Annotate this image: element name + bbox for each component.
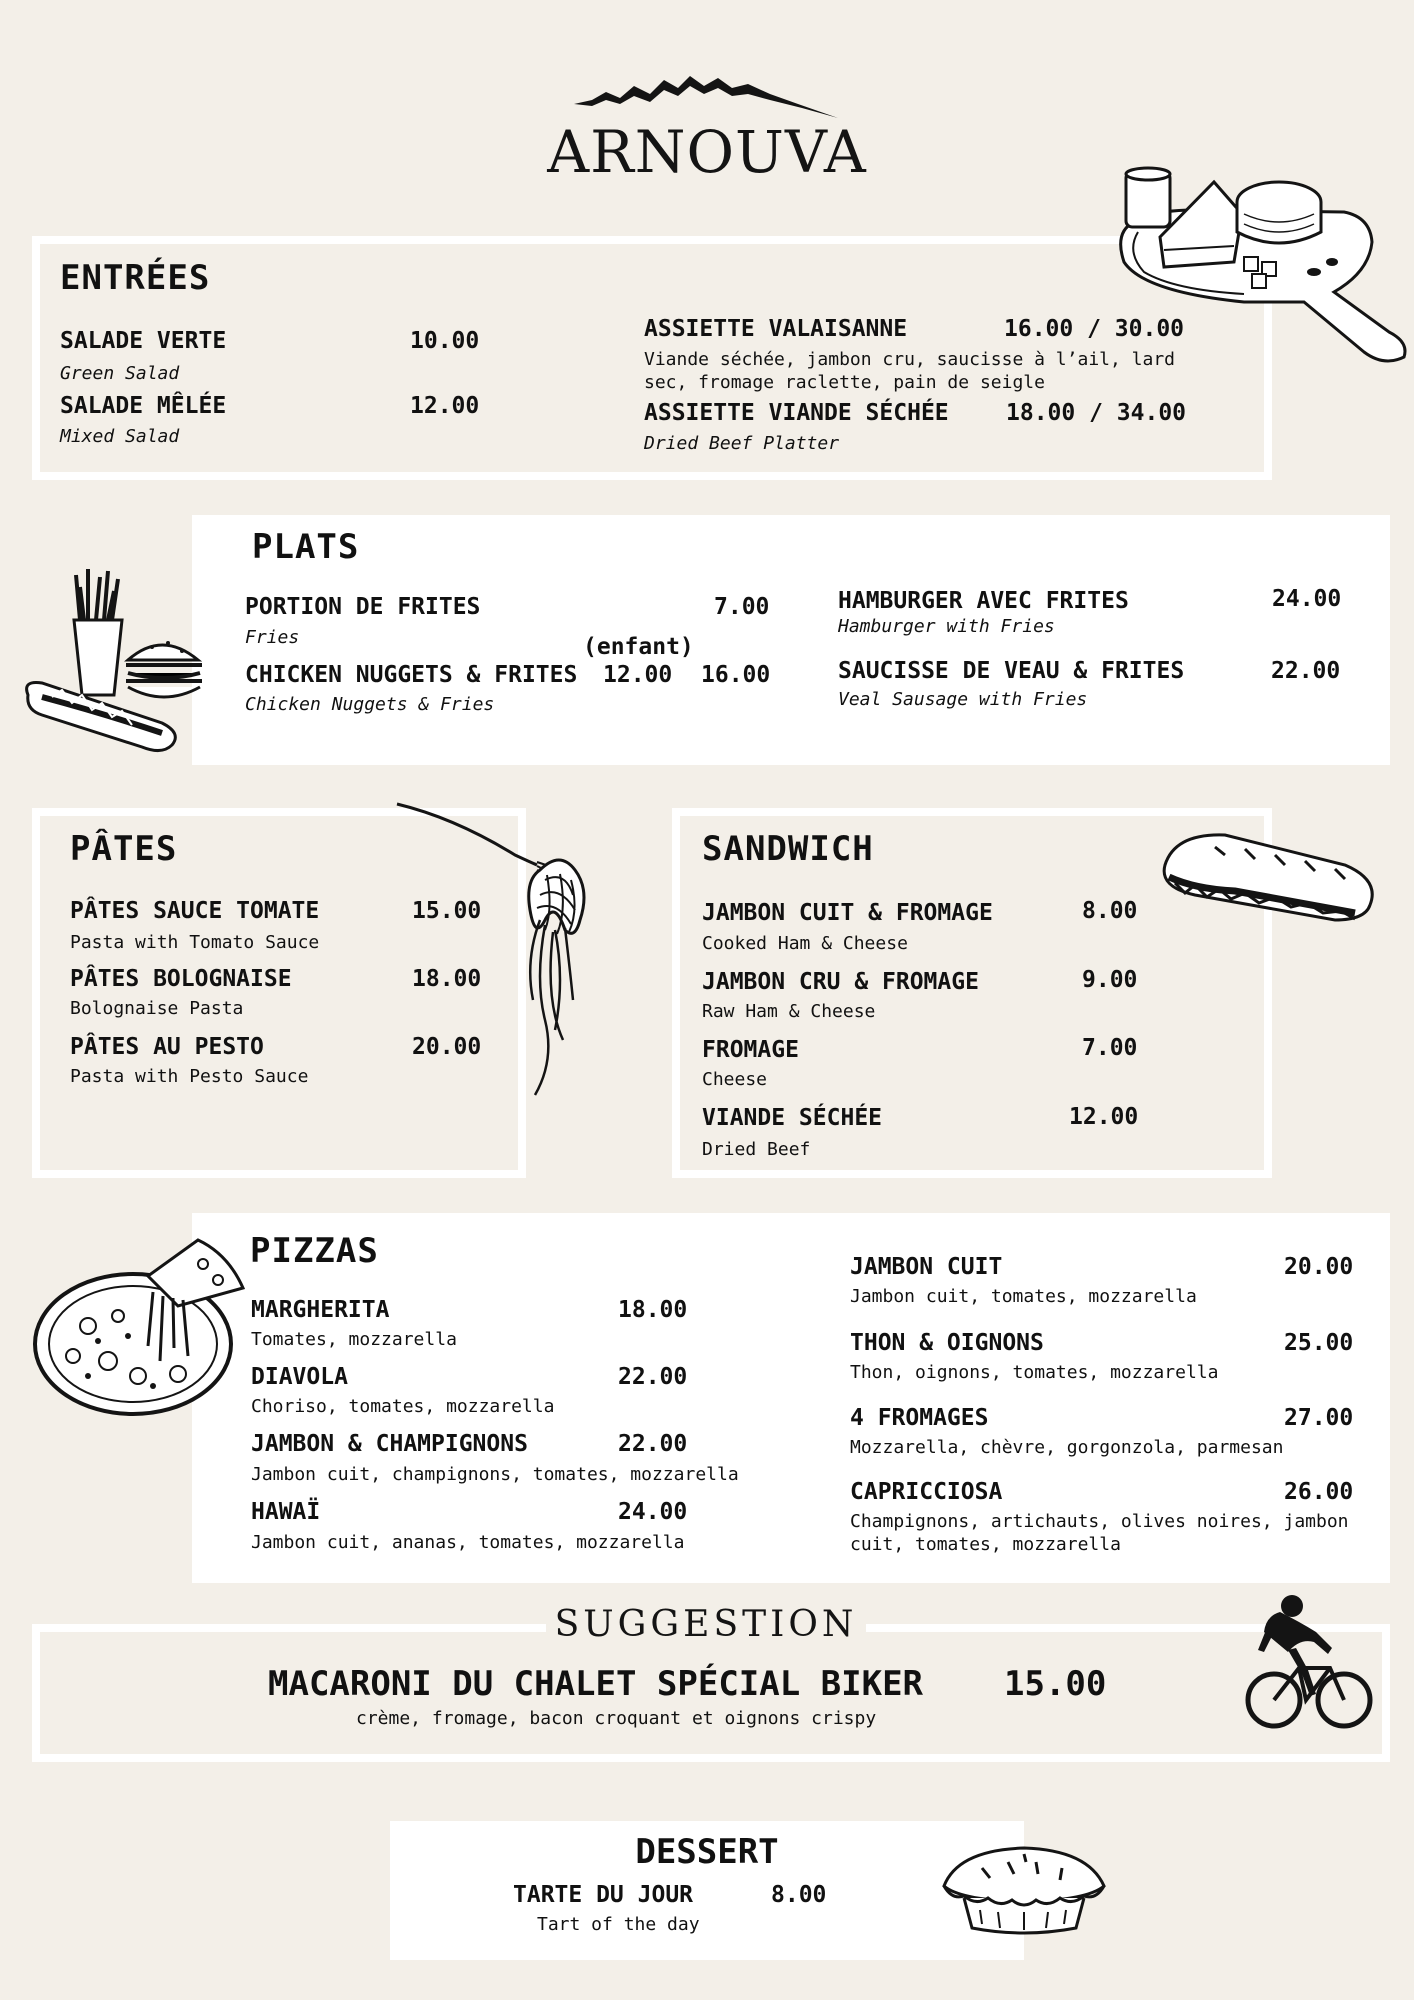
- pizzas-item-3-desc: Jambon cuit, champignons, tomates, mozzarella: [251, 1464, 739, 1485]
- mountain-logo-icon: [572, 70, 842, 122]
- plats-item-4-price: 22.00: [1271, 658, 1341, 684]
- entrees-item-4-desc: Dried Beef Platter: [644, 433, 840, 454]
- plats-panel: [192, 515, 1390, 765]
- pizzas-item-7-price: 27.00: [1284, 1405, 1354, 1431]
- sandwich-item-3-name: FROMAGE: [702, 1037, 799, 1063]
- entrees-item-4-price: 18.00 / 34.00: [1006, 400, 1187, 426]
- entrees-item-1-price: 10.00: [410, 328, 480, 354]
- dessert-name: TARTE DU JOUR: [513, 1882, 694, 1908]
- sandwich-title: SANDWICH: [702, 829, 874, 869]
- entrees-title: ENTRÉES: [60, 258, 211, 298]
- pizzas-item-3-name: JAMBON & CHAMPIGNONS: [251, 1431, 528, 1457]
- suggestion-desc: crème, fromage, bacon croquant et oignons crispy: [356, 1708, 877, 1729]
- brand-name: ARNOUVA: [547, 118, 867, 186]
- pates-item-2-name: PÂTES BOLOGNAISE: [70, 966, 292, 992]
- plats-item-2-price-enfant: 12.00: [603, 662, 673, 688]
- pizzas-item-7-name: 4 FROMAGES: [850, 1405, 989, 1431]
- sandwich-item-4-price: 12.00: [1069, 1104, 1139, 1130]
- pates-item-1-desc: Pasta with Tomato Sauce: [70, 932, 320, 953]
- sandwich-item-3-price: 7.00: [1082, 1035, 1138, 1061]
- sandwich-item-3-desc: Cheese: [702, 1069, 768, 1090]
- suggestion-name: MACARONI DU CHALET SPÉCIAL BIKER: [268, 1664, 924, 1704]
- plats-item-4-desc: Veal Sausage with Fries: [838, 689, 1088, 710]
- plats-item-1-name: PORTION DE FRITES: [245, 594, 481, 620]
- pates-item-2-price: 18.00: [412, 966, 482, 992]
- entrees-item-3-price: 16.00 / 30.00: [1004, 316, 1185, 342]
- sandwich-item-1-price: 8.00: [1082, 898, 1138, 924]
- entrees-item-4-name: ASSIETTE VIANDE SÉCHÉE: [644, 400, 949, 426]
- pizzas-item-7-desc: Mozzarella, chèvre, gorgonzola, parmesan: [850, 1437, 1284, 1458]
- pizza-icon: [28, 1236, 248, 1421]
- sandwich-item-2-name: JAMBON CRU & FROMAGE: [702, 969, 979, 995]
- sandwich-item-4-desc: Dried Beef: [702, 1139, 811, 1160]
- sandwich-item-2-desc: Raw Ham & Cheese: [702, 1001, 876, 1022]
- plats-enfant-label: (enfant): [583, 634, 694, 660]
- entrees-item-1-name: SALADE VERTE: [60, 328, 227, 354]
- suggestion-title: SUGGESTION: [546, 1604, 866, 1645]
- pates-item-3-price: 20.00: [412, 1034, 482, 1060]
- pizzas-item-6-price: 25.00: [1284, 1330, 1354, 1356]
- entrees-item-1-desc: Green Salad: [60, 363, 180, 384]
- cyclist-icon: [1244, 1592, 1374, 1734]
- sandwich-item-4-name: VIANDE SÉCHÉE: [702, 1105, 883, 1131]
- pizzas-item-2-desc: Choriso, tomates, mozzarella: [251, 1396, 555, 1417]
- pizzas-item-1-desc: Tomates, mozzarella: [251, 1329, 457, 1350]
- plats-item-2-price: 16.00: [701, 662, 771, 688]
- pizzas-item-8-desc: Champignons, artichauts, olives noires, jambon cuit, tomates, mozzarella: [850, 1511, 1349, 1555]
- pates-item-3-desc: Pasta with Pesto Sauce: [70, 1066, 309, 1087]
- sandwich-item-1-desc: Cooked Ham & Cheese: [702, 933, 908, 954]
- pizzas-item-2-name: DIAVOLA: [251, 1364, 348, 1390]
- pizzas-item-4-desc: Jambon cuit, ananas, tomates, mozzarella: [251, 1532, 685, 1553]
- fast-food-icon: [22, 565, 232, 765]
- entrees-item-3-name: ASSIETTE VALAISANNE: [644, 316, 908, 342]
- pizzas-item-6-desc: Thon, oignons, tomates, mozzarella: [850, 1362, 1219, 1383]
- dessert-title: DESSERT: [635, 1832, 779, 1872]
- suggestion-price: 15.00: [1004, 1664, 1107, 1704]
- entrees-item-2-price: 12.00: [410, 393, 480, 419]
- plats-item-2-desc: Chicken Nuggets & Fries: [245, 694, 495, 715]
- plats-item-2-name: CHICKEN NUGGETS & FRITES: [245, 662, 578, 688]
- pizzas-item-3-price: 22.00: [618, 1431, 688, 1457]
- pizzas-item-8-price: 26.00: [1284, 1479, 1354, 1505]
- pizzas-item-1-name: MARGHERITA: [251, 1297, 390, 1323]
- pates-item-1-name: PÂTES SAUCE TOMATE: [70, 898, 320, 924]
- pie-icon: [938, 1840, 1110, 1936]
- pizzas-item-1-price: 18.00: [618, 1297, 688, 1323]
- plats-item-3-name: HAMBURGER AVEC FRITES: [838, 588, 1129, 614]
- entrees-item-2-desc: Mixed Salad: [60, 426, 180, 447]
- pizzas-item-6-name: THON & OIGNONS: [850, 1330, 1044, 1356]
- plats-item-3-desc: Hamburger with Fries: [838, 616, 1055, 637]
- dessert-price: 8.00: [771, 1882, 827, 1908]
- pates-title: PÂTES: [70, 829, 178, 869]
- sandwich-item-1-name: JAMBON CUIT & FROMAGE: [702, 900, 993, 926]
- entrees-item-2-name: SALADE MÊLÉE: [60, 393, 227, 419]
- pizzas-item-4-name: HAWAÏ: [251, 1499, 321, 1525]
- sandwich-item-2-price: 9.00: [1082, 967, 1138, 993]
- plats-title: PLATS: [252, 527, 360, 567]
- plats-item-1-desc: Fries: [245, 627, 300, 648]
- pates-item-2-desc: Bolognaise Pasta: [70, 998, 244, 1019]
- entrees-item-3-desc: Viande séchée, jambon cru, saucisse à l’ail, lard sec, fromage raclette, pain de seigle: [644, 349, 1176, 393]
- pates-item-1-price: 15.00: [412, 898, 482, 924]
- plats-item-3-price: 24.00: [1272, 586, 1342, 612]
- pizzas-item-2-price: 22.00: [618, 1364, 688, 1390]
- plats-item-4-name: SAUCISSE DE VEAU & FRITES: [838, 658, 1185, 684]
- pizzas-item-4-price: 24.00: [618, 1499, 688, 1525]
- pizzas-item-5-price: 20.00: [1284, 1254, 1354, 1280]
- plats-item-1-price: 7.00: [714, 594, 770, 620]
- pizzas-item-8-name: CAPRICCIOSA: [850, 1479, 1003, 1505]
- pizzas-item-5-name: JAMBON CUIT: [850, 1254, 1003, 1280]
- pizzas-item-5-desc: Jambon cuit, tomates, mozzarella: [850, 1286, 1197, 1307]
- dessert-desc: Tart of the day: [537, 1914, 700, 1935]
- sandwich-icon: [1155, 825, 1385, 940]
- pizzas-title: PIZZAS: [250, 1231, 379, 1271]
- pates-item-3-name: PÂTES AU PESTO: [70, 1034, 264, 1060]
